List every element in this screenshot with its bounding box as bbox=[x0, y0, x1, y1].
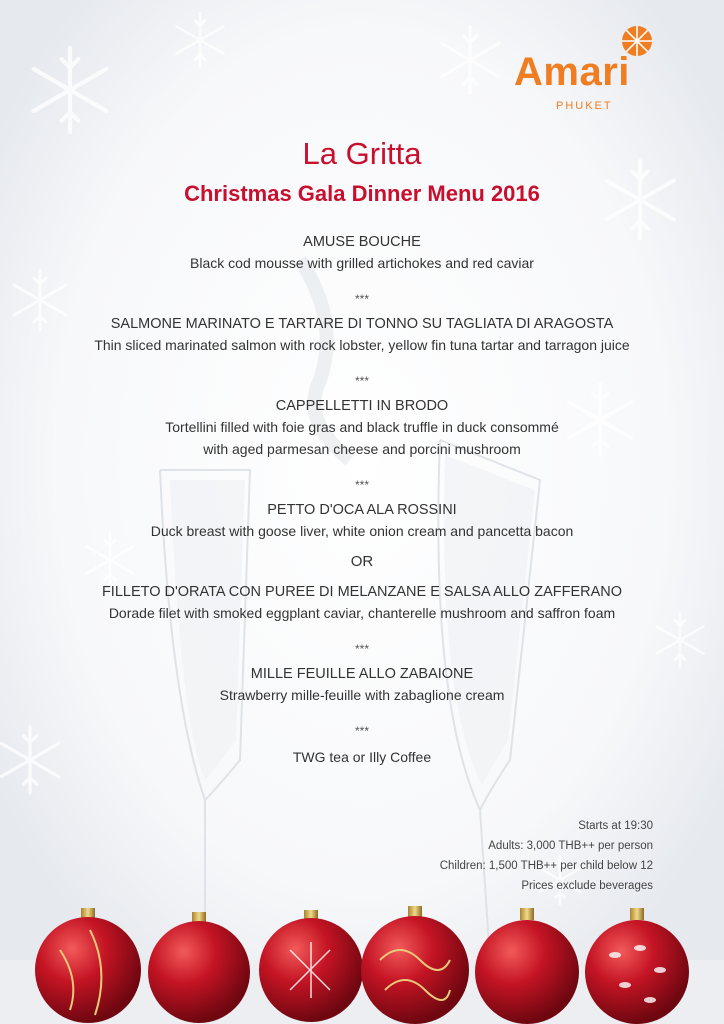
child-price: Children: 1,500 THB++ per child below 12 bbox=[439, 860, 653, 872]
course-main-duck bbox=[0, 500, 724, 542]
menu-subtitle: Christmas Gala Dinner Menu 2016 bbox=[184, 181, 540, 206]
course-description: Dorade filet with smoked eggplant caviar, chanterelle mushroom and saffron foam bbox=[108, 605, 616, 621]
course-description: with aged parmesan cheese and porcini mushroom bbox=[203, 441, 521, 457]
restaurant-title: La Gritta bbox=[302, 136, 422, 171]
price-note: Prices exclude beverages bbox=[521, 880, 653, 892]
course-description: TWG tea or Illy Coffee bbox=[292, 749, 432, 765]
course-soup bbox=[0, 396, 724, 460]
course-dessert bbox=[0, 664, 724, 706]
course-separator: *** bbox=[354, 478, 369, 492]
start-time: Starts at 19:30 bbox=[578, 820, 653, 832]
course-drinks bbox=[0, 746, 724, 768]
course-description: Duck breast with goose liver, white onion cream and pancetta bacon bbox=[150, 523, 574, 539]
course-name: SALMONE MARINATO E TARTARE DI TONNO SU TAGLIATA DI ARAGOSTA bbox=[110, 316, 614, 332]
christmas-ornaments bbox=[0, 890, 724, 1024]
course-separator: *** bbox=[354, 374, 369, 388]
course-name: CAPPELLETTI IN BRODO bbox=[275, 398, 449, 414]
brand-location: PHUKET bbox=[556, 100, 613, 112]
course-description: Thin sliced marinated salmon with rock lobster, yellow fin tuna tartar and tarragon juice bbox=[94, 337, 630, 353]
adult-price: Adults: 3,000 THB++ per person bbox=[488, 840, 653, 852]
ornament-ball-2 bbox=[148, 912, 250, 1023]
course-starter bbox=[0, 314, 724, 356]
ornament-ball-3 bbox=[259, 910, 363, 1022]
course-description: Strawberry mille-feuille with zabaglione cream bbox=[219, 687, 505, 703]
course-description: Black cod mousse with grilled artichokes and red caviar bbox=[190, 255, 534, 271]
ornament-ball-5 bbox=[475, 908, 579, 1024]
course-main-dorade bbox=[0, 582, 724, 624]
ornament-ball-6 bbox=[585, 908, 689, 1024]
course-separator: *** bbox=[354, 642, 369, 656]
course-name: AMUSE BOUCHE bbox=[303, 234, 421, 250]
course-description: Tortellini filled with foie gras and black truffle in duck consommé bbox=[165, 419, 559, 435]
brand-logo bbox=[514, 24, 664, 114]
menu-list bbox=[0, 232, 724, 768]
course-amuse-bouche bbox=[0, 232, 724, 274]
course-name: PETTO D'OCA ALA ROSSINI bbox=[267, 502, 457, 518]
ornament-ball-4 bbox=[361, 906, 469, 1024]
course-name: FILLETO D'ORATA CON PUREE DI MELANZANE E SALSA ALLO ZAFFERANO bbox=[101, 584, 623, 600]
course-name: MILLE FEUILLE ALLO ZABAIONE bbox=[250, 666, 474, 682]
event-info bbox=[440, 816, 653, 896]
or-divider: OR bbox=[350, 553, 374, 570]
brand-name: Amari bbox=[514, 50, 630, 94]
course-separator: *** bbox=[354, 724, 369, 738]
course-separator: *** bbox=[354, 292, 369, 306]
ornament-ball-1 bbox=[35, 908, 141, 1023]
